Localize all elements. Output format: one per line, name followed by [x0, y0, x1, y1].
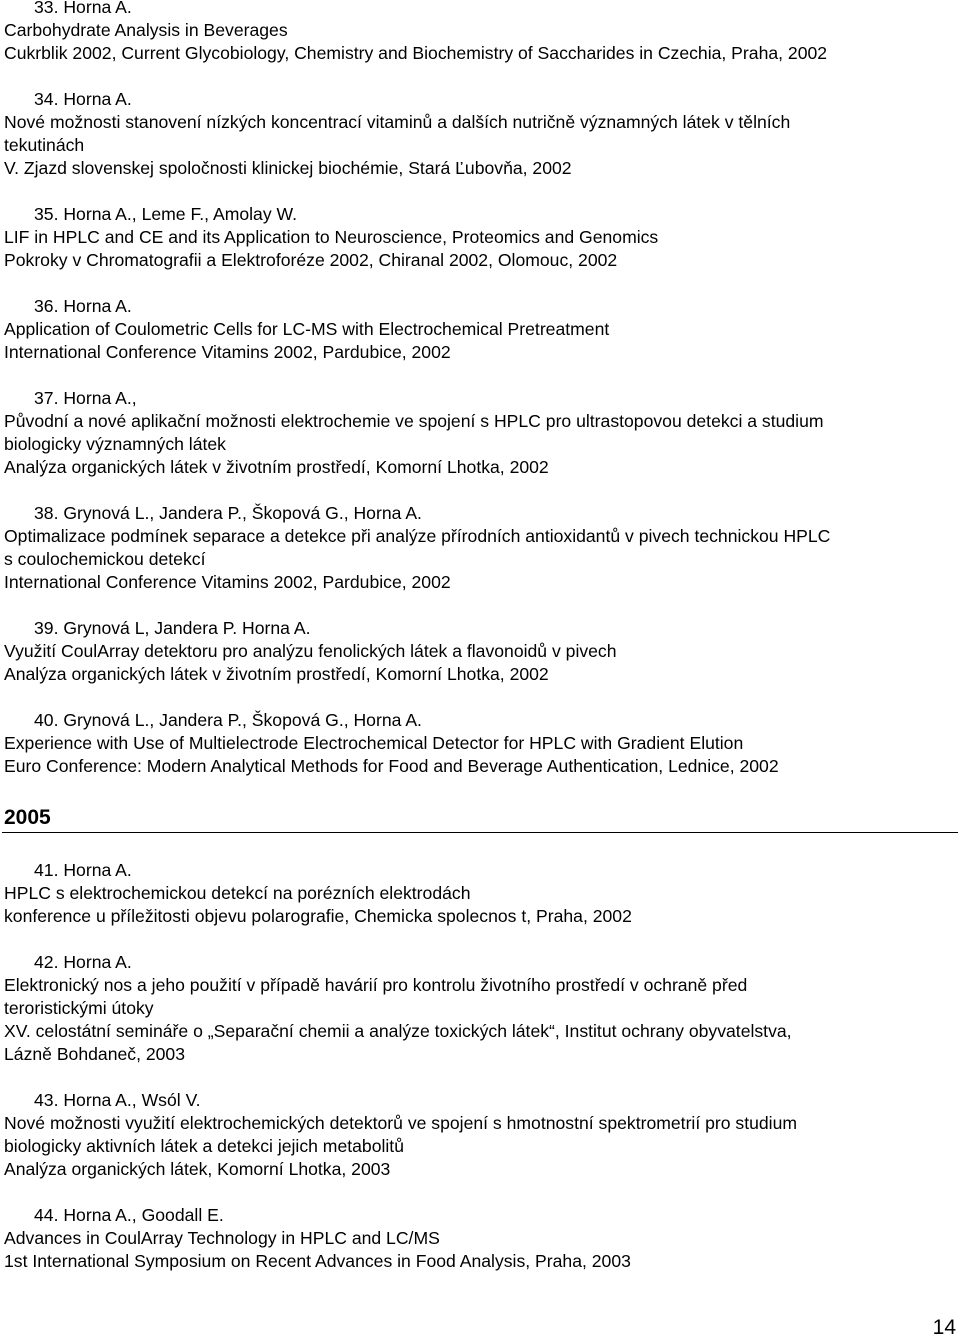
entry-34-number: 34. Horna A.	[34, 89, 132, 109]
entry-38-venue: International Conference Vitamins 2002, Pardubice, 2002	[4, 572, 451, 592]
entry-35-title: LIF in HPLC and CE and its Application to Neuroscience, Proteomics and Genomics	[4, 227, 659, 247]
entry-40-title: Experience with Use of Multielectrode Electrochemical Detector for HPLC with Gradient Elution	[4, 733, 744, 753]
entry-33-title: Carbohydrate Analysis in Beverages	[4, 20, 288, 40]
entry-33-number: 33. Horna A.	[34, 0, 132, 17]
entry-39-venue: Analýza organických látek v životním prostředí, Komorní Lhotka, 2002	[4, 664, 549, 684]
entry-39-number: 39. Grynová L, Jandera P. Horna A.	[34, 618, 311, 638]
entry-41-number: 41. Horna A.	[34, 860, 132, 880]
entry-44-number: 44. Horna A., Goodall E.	[34, 1205, 224, 1225]
entry-43-venue: Analýza organických látek, Komorní Lhotka, 2003	[4, 1159, 391, 1179]
entry-42-number: 42. Horna A.	[34, 952, 132, 972]
entry-37-title-line2: biologicky významných látek	[4, 434, 226, 454]
entry-36-title: Application of Coulometric Cells for LC-MS with Electrochemical Pretreatment	[4, 319, 610, 339]
entry-36-venue: International Conference Vitamins 2002, Pardubice, 2002	[4, 342, 451, 362]
entry-37-title-line1: Původní a nové aplikační možnosti elektrochemie ve spojení s HPLC pro ultrastopovou detekci a studium	[4, 411, 824, 431]
entry-34-venue: V. Zjazd slovenskej spoločnosti klinickej biochémie, Stará Ľubovňa, 2002	[4, 158, 572, 178]
entry-33-venue: Cukrblik 2002, Current Glycobiology, Chemistry and Biochemistry of Saccharides in Czechia, Praha, 2002	[4, 43, 828, 63]
entry-44-venue: 1st International Symposium on Recent Advances in Food Analysis, Praha, 2003	[4, 1251, 631, 1271]
entry-34-title-line1: Nové možnosti stanovení nízkých koncentrací vitaminů a dalších nutričně významných látek v tělních	[4, 112, 791, 132]
entry-35-number: 35. Horna A., Leme F., Amolay W.	[34, 204, 298, 224]
entry-36-number: 36. Horna A.	[34, 296, 132, 316]
entry-39-title: Využití CoulArray detektoru pro analýzu fenolických látek a flavonoidů v pivech	[4, 641, 617, 661]
year-heading: 2005	[4, 806, 51, 829]
entry-42-venue-line1: XV. celostátní semináře o „Separační chemii a analýze toxických látek“, Institut ochrany obyvatelstva,	[4, 1021, 792, 1041]
entry-34-title-line2: tekutinách	[4, 135, 85, 155]
entry-38-title-line1: Optimalizace podmínek separace a detekce při analýze přírodních antioxidantů v pivech technickou HPLC	[4, 526, 831, 546]
page-number: 14	[932, 1316, 956, 1339]
entry-42-title-line1: Elektronický nos a jeho použití v případě havárií pro kontrolu životního prostředí v ochraně před	[4, 975, 748, 995]
entry-43-number: 43. Horna A., Wsól V.	[34, 1090, 201, 1110]
entry-40-venue: Euro Conference: Modern Analytical Methods for Food and Beverage Authentication, Lednice, 2002	[4, 756, 779, 776]
entry-37-number: 37. Horna A.,	[34, 388, 137, 408]
entry-42-venue-line2: Lázně Bohdaneč, 2003	[4, 1044, 185, 1064]
entry-38-title-line2: s coulochemickou detekcí	[4, 549, 206, 569]
entry-37-venue: Analýza organických látek v životním prostředí, Komorní Lhotka, 2002	[4, 457, 549, 477]
entry-43-title-line2: biologicky aktivních látek a detekci jejich metabolitů	[4, 1136, 404, 1156]
entry-38-number: 38. Grynová L., Jandera P., Škopová G., Horna A.	[34, 503, 422, 523]
entry-35-venue: Pokroky v Chromatografii a Elektroforéze 2002, Chiranal 2002, Olomouc, 2002	[4, 250, 618, 270]
entry-40-number: 40. Grynová L., Jandera P., Škopová G., Horna A.	[34, 710, 422, 730]
entry-43-title-line1: Nové možnosti využití elektrochemických detektorů ve spojení s hmotnostní spektrometrií pro studium	[4, 1113, 798, 1133]
entry-44-title: Advances in CoulArray Technology in HPLC and LC/MS	[4, 1228, 440, 1248]
section-divider	[2, 832, 958, 833]
entry-41-title: HPLC s elektrochemickou detekcí na porézních elektrodách	[4, 883, 471, 903]
entry-42-title-line2: teroristickými útoky	[4, 998, 154, 1018]
entry-41-venue: konference u příležitosti objevu polarografie, Chemicka spolecnos t, Praha, 2002	[4, 906, 632, 926]
